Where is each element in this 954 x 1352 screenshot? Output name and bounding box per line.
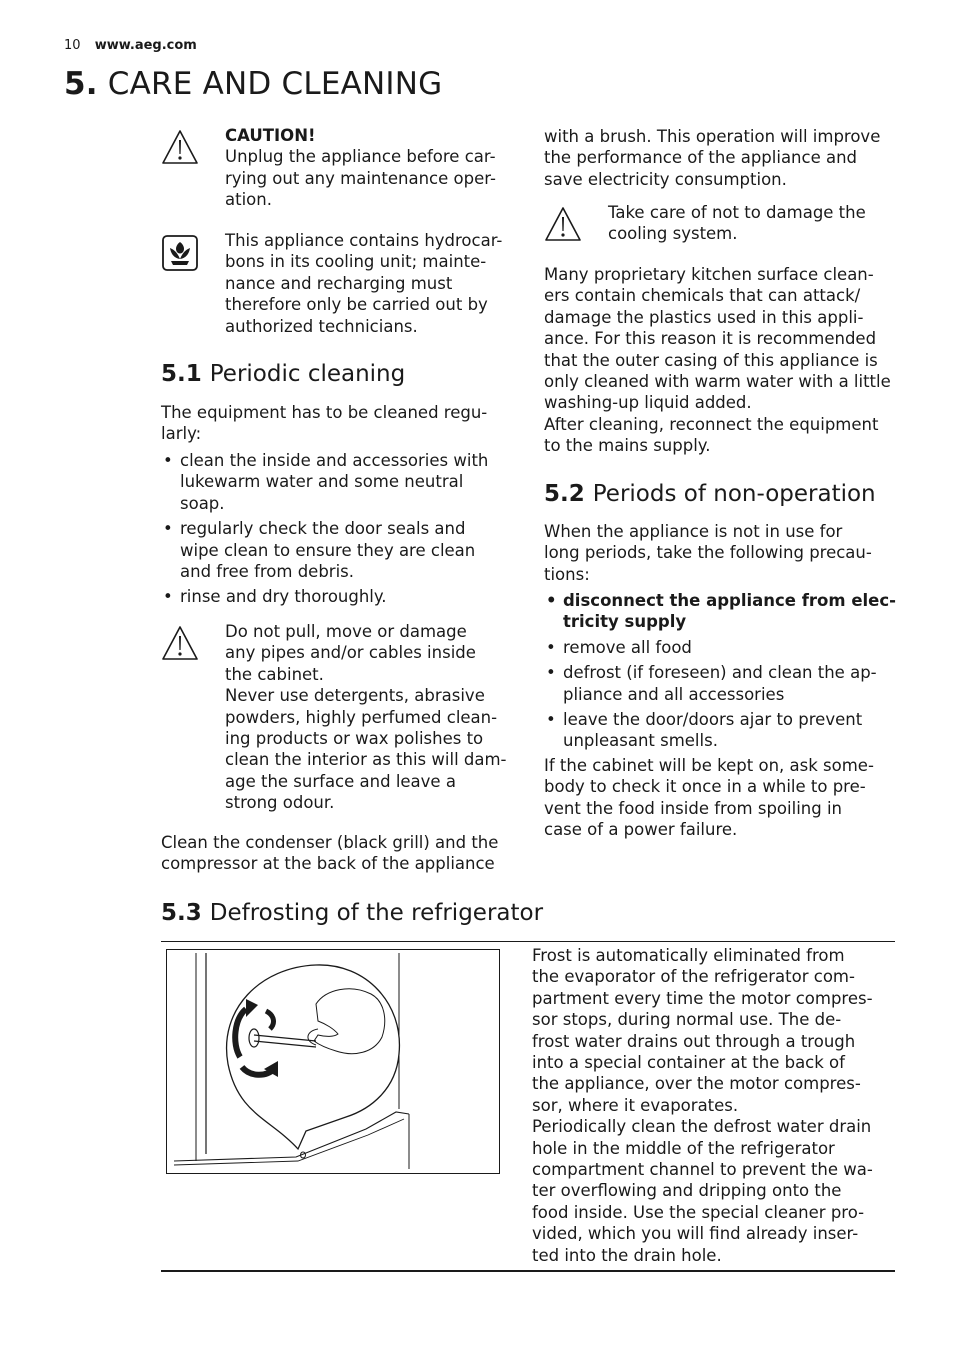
paragraph-line: compartment channel to prevent the wa- [532, 1160, 873, 1180]
paragraph-line: larly: [161, 424, 202, 444]
list-item [161, 518, 516, 582]
section-5-1-intro [161, 402, 516, 445]
caution-note [161, 125, 516, 211]
paragraph-line: with a brush. This operation will improve [544, 127, 881, 146]
caution-heading: CAUTION! [225, 126, 316, 145]
cleaners-paragraph [544, 264, 904, 457]
paragraph-line: Frost is automatically eliminated from [532, 946, 845, 965]
paragraph-line: that the outer casing of this appliance is [544, 350, 878, 370]
section-5-1-bullets [161, 450, 516, 608]
paragraph-line: body to check it once in a while to pre- [544, 777, 866, 797]
continuation-paragraph [544, 126, 904, 190]
section-5-1-warning [161, 621, 516, 814]
paragraph-line: case of a power failure. [544, 820, 738, 840]
paragraph-line: ance. For this reason it is recommended [544, 329, 877, 349]
chapter-number: 5. [64, 66, 98, 102]
paragraph-line: Many proprietary kitchen surface clean- [544, 265, 874, 284]
environment-line: bons in its cooling unit; mainte- [225, 252, 487, 272]
paragraph-line: ers contain chemicals that can attack/ [544, 286, 861, 306]
list-item [544, 662, 904, 705]
section-number: 5.3 [161, 900, 202, 926]
environment-line: nance and recharging must [225, 273, 453, 293]
paragraph-line: Clean the condenser (black grill) and the [161, 833, 499, 852]
page-number: 10 [64, 38, 81, 53]
warning-line: any pipes and/or cables inside [225, 643, 476, 663]
paragraph-line: into a special container at the back of [532, 1053, 845, 1073]
list-item-line: soap. [180, 493, 225, 513]
paragraph-line: vent the food inside from spoiling in [544, 798, 842, 818]
environment-note [161, 230, 516, 337]
paragraph-line: Periodically clean the defrost water drain [532, 1117, 872, 1137]
section-title: Periodic cleaning [209, 361, 406, 387]
paragraph-line: washing-up liquid added. [544, 393, 752, 413]
paragraph-line: damage the plastics used in this appli- [544, 307, 864, 327]
list-item [161, 586, 516, 607]
drain-hole-cleaning-illustration [166, 949, 500, 1174]
warning-line: clean the interior as this will dam- [225, 750, 507, 770]
section-5-2-closing [544, 755, 904, 841]
paragraph-line: food inside. Use the special cleaner pro- [532, 1202, 865, 1222]
list-item [544, 709, 904, 752]
caution-line: ation. [225, 190, 272, 210]
paragraph-line: ter overflowing and dripping onto the [532, 1181, 842, 1201]
paragraph-line: to the mains supply. [544, 436, 711, 456]
environment-line: authorized technicians. [225, 316, 418, 336]
list-item-line: • leave the door/doors ajar to prevent [563, 710, 863, 730]
paragraph-line: ted into the drain hole. [532, 1245, 722, 1265]
paragraph-line: the appliance, over the motor compres- [532, 1074, 861, 1094]
list-item [544, 590, 904, 633]
list-item-line: • clean the inside and accessories with [180, 451, 489, 470]
list-item-line: • defrost (if foreseen) and clean the ap- [563, 663, 877, 683]
list-item-line: • rinse and dry thoroughly. [180, 587, 387, 607]
paragraph-line: the evaporator of the refrigerator com- [532, 967, 855, 987]
section-5-3-text [532, 945, 902, 1266]
list-item-line: • remove all food [563, 637, 692, 657]
paragraph-line: the performance of the appliance and [544, 148, 858, 168]
warning-triangle-icon [544, 206, 582, 242]
warning-line: powders, highly perfumed clean- [225, 707, 498, 727]
warning-triangle-icon [161, 129, 199, 165]
paragraph-line: compressor at the back of the appliance [161, 854, 495, 874]
paragraph-line: long periods, take the following precau- [544, 543, 872, 563]
paragraph-line: When the appliance is not in use for [544, 522, 843, 541]
table-top-rule [161, 941, 895, 942]
list-item-line: pliance and all accessories [563, 684, 785, 704]
paragraph-line: only cleaned with warm water with a little [544, 372, 891, 392]
cooling-system-warning [544, 202, 904, 245]
caution-line: rying out any maintenance oper- [225, 168, 496, 188]
paragraph-line: sor stops, during normal use. The de- [532, 1010, 842, 1030]
paragraph-line: vided, which you will find already inser- [532, 1224, 859, 1244]
warning-line: ing products or wax polishes to [225, 729, 484, 749]
paragraph-line: frost water drains out through a trough [532, 1031, 856, 1051]
paragraph-line: If the cabinet will be kept on, ask some- [544, 756, 874, 775]
section-5-2-bullets [544, 590, 904, 752]
site-url: www.aeg.com [94, 38, 197, 53]
section-title: Periods of non-operation [592, 481, 876, 507]
list-item [544, 637, 904, 658]
list-item-line: lukewarm water and some neutral [180, 472, 464, 492]
warning-line: Take care of not to damage the [608, 203, 866, 222]
list-item-line: tricity supply [563, 612, 687, 632]
list-item-line: • disconnect the appliance from elec- [563, 591, 896, 610]
environment-icon [161, 234, 199, 272]
warning-line: Never use detergents, abrasive [225, 686, 485, 706]
warning-line: age the surface and leave a [225, 771, 456, 791]
warning-line: the cabinet. [225, 664, 324, 684]
paragraph-line: tions: [544, 564, 590, 584]
chapter-title-text: CARE AND CLEANING [107, 66, 443, 102]
table-bottom-rule [161, 1270, 895, 1272]
paragraph-line: After cleaning, reconnect the equipment [544, 414, 879, 434]
warning-line: Do not pull, move or damage [225, 622, 467, 641]
condenser-paragraph [161, 832, 531, 875]
list-item [161, 450, 516, 514]
paragraph-line: partment every time the motor compres- [532, 988, 873, 1008]
environment-line: This appliance contains hydrocar- [225, 231, 503, 250]
environment-line: therefore only be carried out by [225, 295, 488, 315]
warning-line: cooling system. [608, 224, 738, 244]
section-title: Defrosting of the refrigerator [209, 900, 544, 926]
warning-triangle-icon [161, 625, 199, 661]
caution-line: Unplug the appliance before car- [225, 147, 496, 167]
list-item-line: wipe clean to ensure they are clean [180, 540, 476, 560]
section-number: 5.1 [161, 361, 202, 387]
paragraph-line: sor, where it evaporates. [532, 1095, 739, 1115]
section-5-2-intro [544, 521, 904, 585]
paragraph-line: hole in the middle of the refrigerator [532, 1138, 835, 1158]
section-5-1-heading [161, 360, 516, 388]
page-header [64, 38, 197, 53]
section-number: 5.2 [544, 481, 585, 507]
warning-line: strong odour. [225, 793, 335, 813]
list-item-line: and free from debris. [180, 562, 355, 582]
section-5-2-heading [544, 480, 904, 508]
section-5-3-heading [161, 899, 761, 927]
paragraph-line: The equipment has to be cleaned regu- [161, 403, 488, 422]
paragraph-line: save electricity consumption. [544, 169, 787, 189]
list-item-line: • regularly check the door seals and [180, 519, 466, 539]
list-item-line: unpleasant smells. [563, 731, 718, 751]
chapter-title [64, 66, 442, 102]
